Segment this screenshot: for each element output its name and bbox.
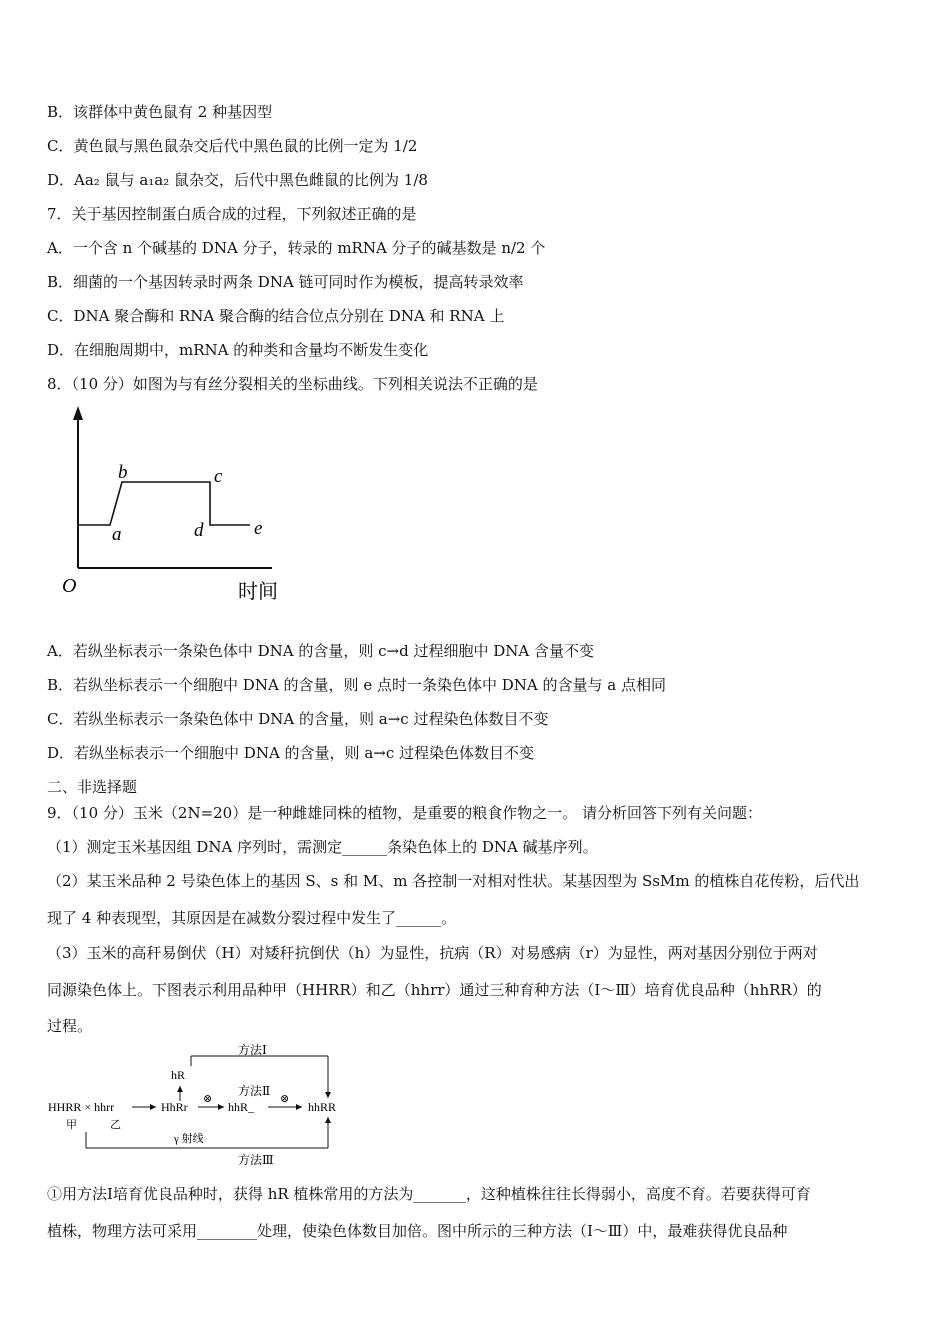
gamma-ray-label: γ 射线 bbox=[174, 1133, 204, 1145]
q7-option-a: A．一个含 n 个碱基的 DNA 分子，转录的 mRNA 分子的碱基数是 n/2 个 bbox=[47, 239, 546, 257]
q7-stem: 7．关于基因控制蛋白质合成的过程，下列叙述正确的是 bbox=[47, 205, 417, 223]
point-b-label: b bbox=[118, 462, 128, 483]
q9-part1: （1）测定玉米基因组 DNA 序列时，需测定______条染色体上的 DNA 碱基序列。 bbox=[47, 838, 598, 856]
q9-part3-sub1-line2: 植株，物理方法可采用________处理，使染色体数目加倍。图中所示的三种方法（Ⅰ～Ⅲ）中，最难获得优良品种 bbox=[47, 1222, 788, 1240]
cross-label: HHRR × hhrr bbox=[48, 1100, 115, 1114]
selfing-symbol-2: ⊗ bbox=[280, 1093, 290, 1105]
hR-label: hR bbox=[171, 1068, 186, 1082]
point-a-label: a bbox=[112, 524, 122, 545]
hhR-label: hhR_ bbox=[228, 1100, 255, 1114]
yi-label: 乙 bbox=[110, 1119, 121, 1131]
selfing-symbol-1: ⊗ bbox=[203, 1093, 213, 1105]
q8-option-b: B．若纵坐标表示一个细胞中 DNA 的含量，则 e 点时一条染色体中 DNA 的含量与 a 点相同 bbox=[47, 676, 666, 694]
q8-option-c: C．若纵坐标表示一条染色体中 DNA 的含量，则 a→c 过程染色体数目不变 bbox=[47, 710, 549, 728]
q6-option-c: C．黄色鼠与黑色鼠杂交后代中黑色鼠的比例一定为 1/2 bbox=[47, 137, 418, 155]
q8-stem: 8．（10 分）如图为与有丝分裂相关的坐标曲线。下列相关说法不正确的是 bbox=[47, 375, 538, 393]
jia-label: 甲 bbox=[66, 1119, 77, 1131]
method-3-label: 方法Ⅲ bbox=[238, 1153, 274, 1167]
point-c-label: c bbox=[214, 466, 223, 487]
point-e-label: e bbox=[254, 518, 263, 539]
q8-option-d: D．若纵坐标表示一个细胞中 DNA 的含量，则 a→c 过程染色体数目不变 bbox=[47, 744, 534, 762]
q7-option-d: D．在细胞周期中，mRNA 的种类和含量均不断发生变化 bbox=[47, 341, 429, 359]
method-1-label: 方法Ⅰ bbox=[238, 1044, 267, 1057]
point-d-label: d bbox=[194, 520, 204, 541]
q9-part3-line3: 过程。 bbox=[47, 1017, 93, 1035]
HhRr-label: HhRr bbox=[161, 1100, 188, 1114]
origin-label: O bbox=[62, 575, 77, 597]
q6-option-d: D．Aa₂ 鼠与 a₁a₂ 鼠杂交，后代中黑色雌鼠的比例为 1/8 bbox=[47, 171, 428, 189]
hhRR-label: hhRR bbox=[308, 1100, 337, 1114]
q9-part2-line1: （2）某玉米品种 2 号染色体上的基因 S、s 和 M、m 各控制一对相对性状。某基因型为 SsMm 的植株自花传粉，后代出 bbox=[47, 872, 860, 890]
section-heading: 二、非选择题 bbox=[47, 778, 138, 796]
q9-stem: 9．（10 分）玉米（2N=20）是一种雌雄同株的植物，是重要的粮食作物之一。 请分析回答下列有关问题： bbox=[47, 804, 762, 822]
method-2-label: 方法Ⅱ bbox=[238, 1084, 271, 1098]
q7-option-b: B．细菌的一个基因转录时两条 DNA 链可同时作为模板，提高转录效率 bbox=[47, 273, 524, 291]
q9-part3-line2: 同源染色体上。下图表示利用品种甲（HHRR）和乙（hhrr）通过三种育种方法（Ⅰ～Ⅲ）培育优良品种（hhRR）的 bbox=[47, 981, 822, 999]
q8-option-a: A．若纵坐标表示一条染色体中 DNA 的含量，则 c→d 过程细胞中 DNA 含量不变 bbox=[47, 642, 594, 660]
dna-curve bbox=[78, 482, 250, 525]
q9-part2-line2: 现了 4 种表现型，其原因是在减数分裂过程中发生了______。 bbox=[47, 909, 457, 927]
q7-option-c: C．DNA 聚合酶和 RNA 聚合酶的结合位点分别在 DNA 和 RNA 上 bbox=[47, 307, 505, 325]
breeding-methods-diagram bbox=[46, 1044, 356, 1170]
q9-part3-line1: （3）玉米的高秆易倒伏（H）对矮秆抗倒伏（h）为显性，抗病（R）对易感病（r）为显性，两对基因分别位于两对 bbox=[47, 944, 818, 962]
q9-part3-sub1-line1: ①用方法Ⅰ培育优良品种时，获得 hR 植株常用的方法为_______，这种植株往往长得弱小，高度不育。若要获得可育 bbox=[47, 1185, 811, 1203]
q6-option-b: B．该群体中黄色鼠有 2 种基因型 bbox=[47, 103, 273, 121]
mitosis-curve-graph bbox=[50, 400, 290, 610]
x-axis-label: 时间 bbox=[238, 581, 278, 603]
y-axis-arrow bbox=[73, 406, 83, 420]
